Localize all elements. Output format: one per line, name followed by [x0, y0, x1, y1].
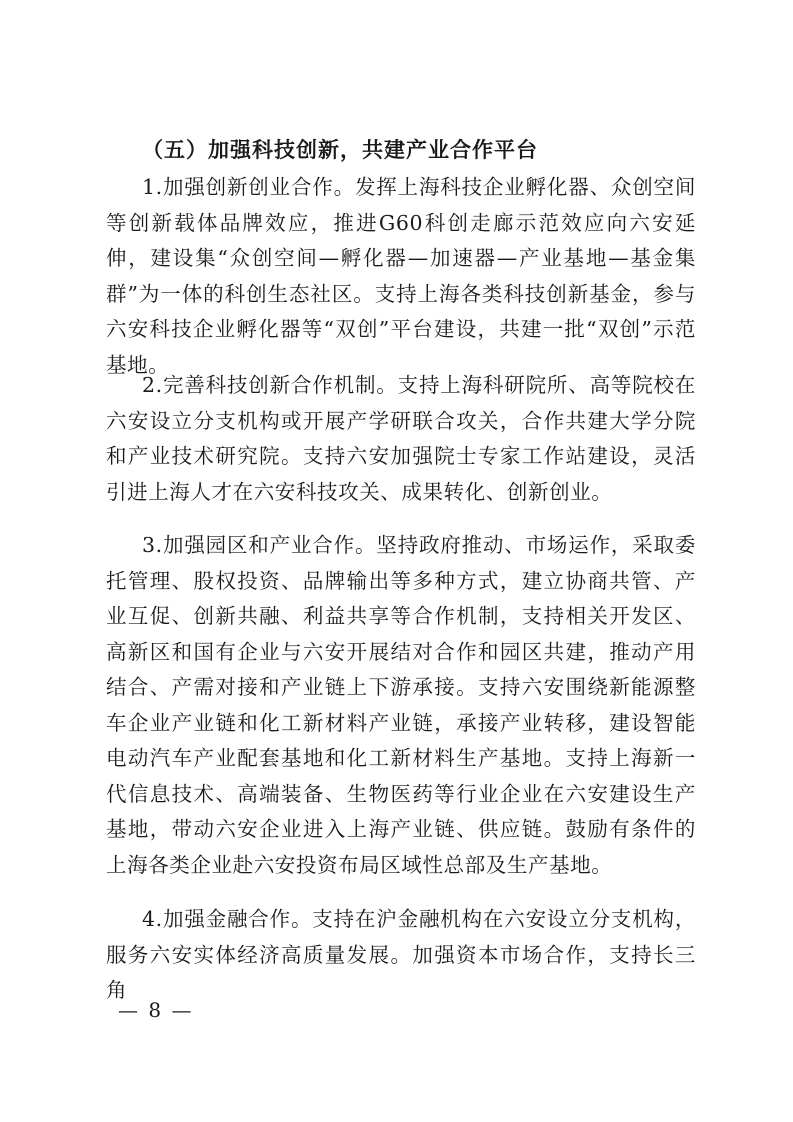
section-heading: （五）加强科技创新，共建产业合作平台	[142, 137, 538, 162]
paragraph-park-industry: 3.加强园区和产业合作。坚持政府推动、市场运作，采取委托管理、股权投资、品牌输出等多种方式，建立协商共管、产业互促、创新共融、利益共享等合作机制，支持相关开发区、高新区和国有企业与六安开展结对合作和园区共建，推动产用结合、产需对接和产业链上下游承接。支持六安围绕新能源整车企业产业链和化工新材料产业链，承接产业转移，建设智能电动汽车产业配套基地和化工新材料生产基地。支持上海新一代信息技术、高端装备、生物医药等行业企业在六安建设生产基地，带动六安企业进入上海产业链、供应链。鼓励有条件的上海各类企业赴六安投资布局区域性总部及生产基地。	[106, 533, 696, 877]
paragraph-finance: 4.加强金融合作。支持在沪金融机构在六安设立分支机构，服务六安实体经济高质量发展。加强资本市场合作，支持长三角	[106, 907, 696, 1002]
paragraph-tech-mechanism: 2.完善科技创新合作机制。支持上海科研院所、高等院校在六安设立分支机构或开展产学研联合攻关，合作共建大学分院和产业技术研究院。支持六安加强院士专家工作站建设，灵活引进上海人才在六安科技攻关、成果转化、创新创业。	[106, 373, 696, 504]
page-number: — 8 —	[118, 998, 194, 1022]
paragraph-innovation-cooperation: 1.加强创新创业合作。发挥上海科技企业孵化器、众创空间等创新载体品牌效应，推进G60科创走廊示范效应向六安延伸，建设集“众创空间—孵化器—加速器—产业基地—基金集群”为一体的科创生态社区。支持上海各类科技创新基金，参与六安科技企业孵化器等“双创”平台建设，共建一批“双创”示范基地。	[106, 175, 696, 377]
